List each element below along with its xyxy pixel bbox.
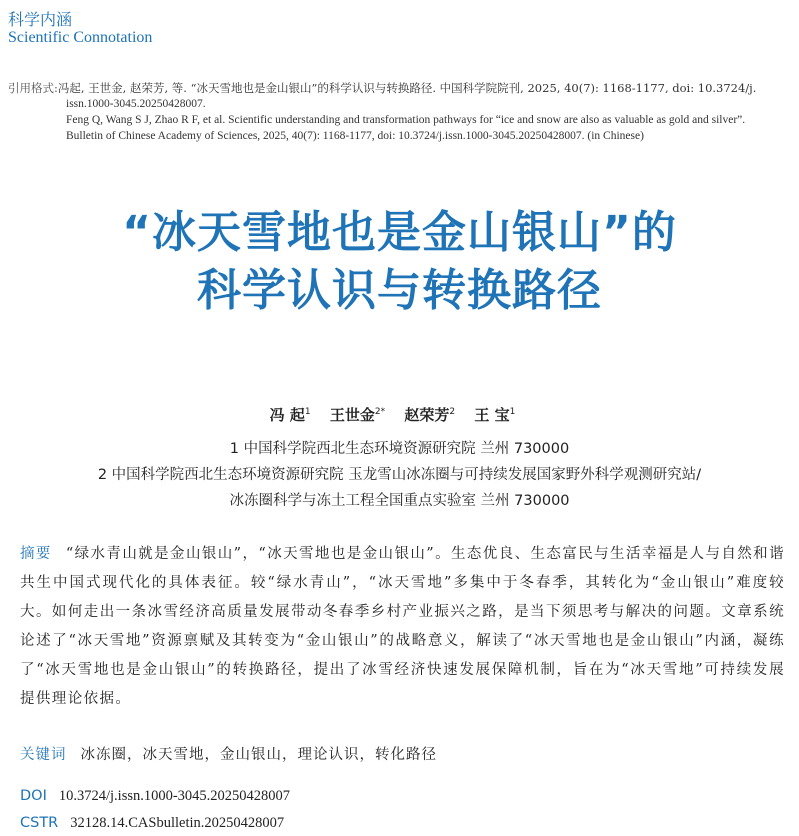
affiliation-1: 1 中国科学院西北生态环境资源研究院 兰州 730000 — [229, 441, 570, 457]
page-title-line2: 科学认识与转换路径 — [197, 265, 602, 316]
author-affil-mark: 2* — [374, 407, 386, 417]
citation-en-line2: Bulletin of Chinese Academy of Sciences, 2025, 40(7): 1168-1177, doi: 10.3724/j.issn.1000-3045.20250428007. (in Chinese) — [66, 130, 644, 142]
keywords — [20, 743, 437, 764]
cstr-value: 32128.14.CASbulletin.20250428007 — [70, 815, 285, 831]
page-title-line1: “冰天雪地也是金山银山”的 — [122, 207, 677, 258]
abstract-text: “绿水青山就是金山银山”，“冰天雪地也是金山银山”。生态优良、生态富民与生活幸福是人与自然和谐共生中国式现代化的具体表征。较“绿水青山”，“冰天雪地”多集中于冬春季，其转化为“金山银山”难度较大。如何走出一条冰雪经济高质量发展带动冬春季乡村产业振兴之路，是当下须思考与解决的问题。文章系统论述了“冰天雪地”资源禀赋及其转变为“金山银山”的战略意义，解读了“冰天雪地也是金山银山”内涵，凝练了“冰天雪地也是金山银山”的转换路径，提出了冰雪经济快速发展保障机制，旨在为“冰天雪地”可持续发展提供理论依据。 — [20, 546, 785, 707]
citation-cn-line1 — [8, 80, 793, 96]
author-name: 赵荣芳 — [404, 406, 450, 424]
author-affil-mark: 2 — [449, 407, 456, 417]
citation-cn-line2: issn.1000-3045.20250428007. — [66, 98, 206, 110]
abstract — [20, 540, 785, 714]
keywords-label: 关键词 — [20, 747, 67, 763]
affiliation-2: 2 中国科学院西北生态环境资源研究院 玉龙雪山冰冻圈与可持续发展国家野外科学观测研究站/ — [97, 467, 702, 483]
cstr-row — [20, 815, 284, 832]
citation-block — [8, 80, 793, 144]
author-list — [0, 404, 799, 425]
doi-row — [20, 788, 290, 805]
journal-section-en: Scientific Connotation — [8, 29, 153, 46]
doi-label: DOI — [20, 788, 47, 804]
author-name: 王世金 — [329, 406, 375, 424]
author-affil-mark: 1 — [509, 407, 516, 417]
doi-link[interactable]: 10.3724/j.issn.1000-3045.20250428007 — [58, 788, 291, 804]
cstr-label: CSTR — [20, 815, 59, 831]
author-affil-mark: 1 — [304, 407, 311, 417]
affiliation-2-cont: 冰冻圈科学与冻土工程全国重点实验室 兰州 730000 — [229, 493, 570, 509]
citation-en-line1: Feng Q, Wang S J, Zhao R F, et al. Scientific understanding and transformation pathways for “ice and snow are also as valuable as gold and silver”. — [66, 114, 746, 126]
citation-label: 引用格式: — [8, 81, 58, 95]
author-name: 王 宝 — [474, 406, 510, 424]
journal-section-cn: 科学内涵 — [8, 10, 73, 29]
keywords-text: 冰冻圈，冰天雪地，金山银山，理论认识，转化路径 — [80, 747, 437, 763]
author-name: 冯 起 — [269, 406, 305, 424]
abstract-label: 摘要 — [20, 546, 52, 562]
citation-cn-text: 冯起, 王世金, 赵荣芳, 等. “冰天雪地也是金山银山”的科学认识与转换路径. 中国科学院院刊, 2025, 40(7): 1168-1177, doi: 10.3724/j. — [57, 81, 757, 95]
